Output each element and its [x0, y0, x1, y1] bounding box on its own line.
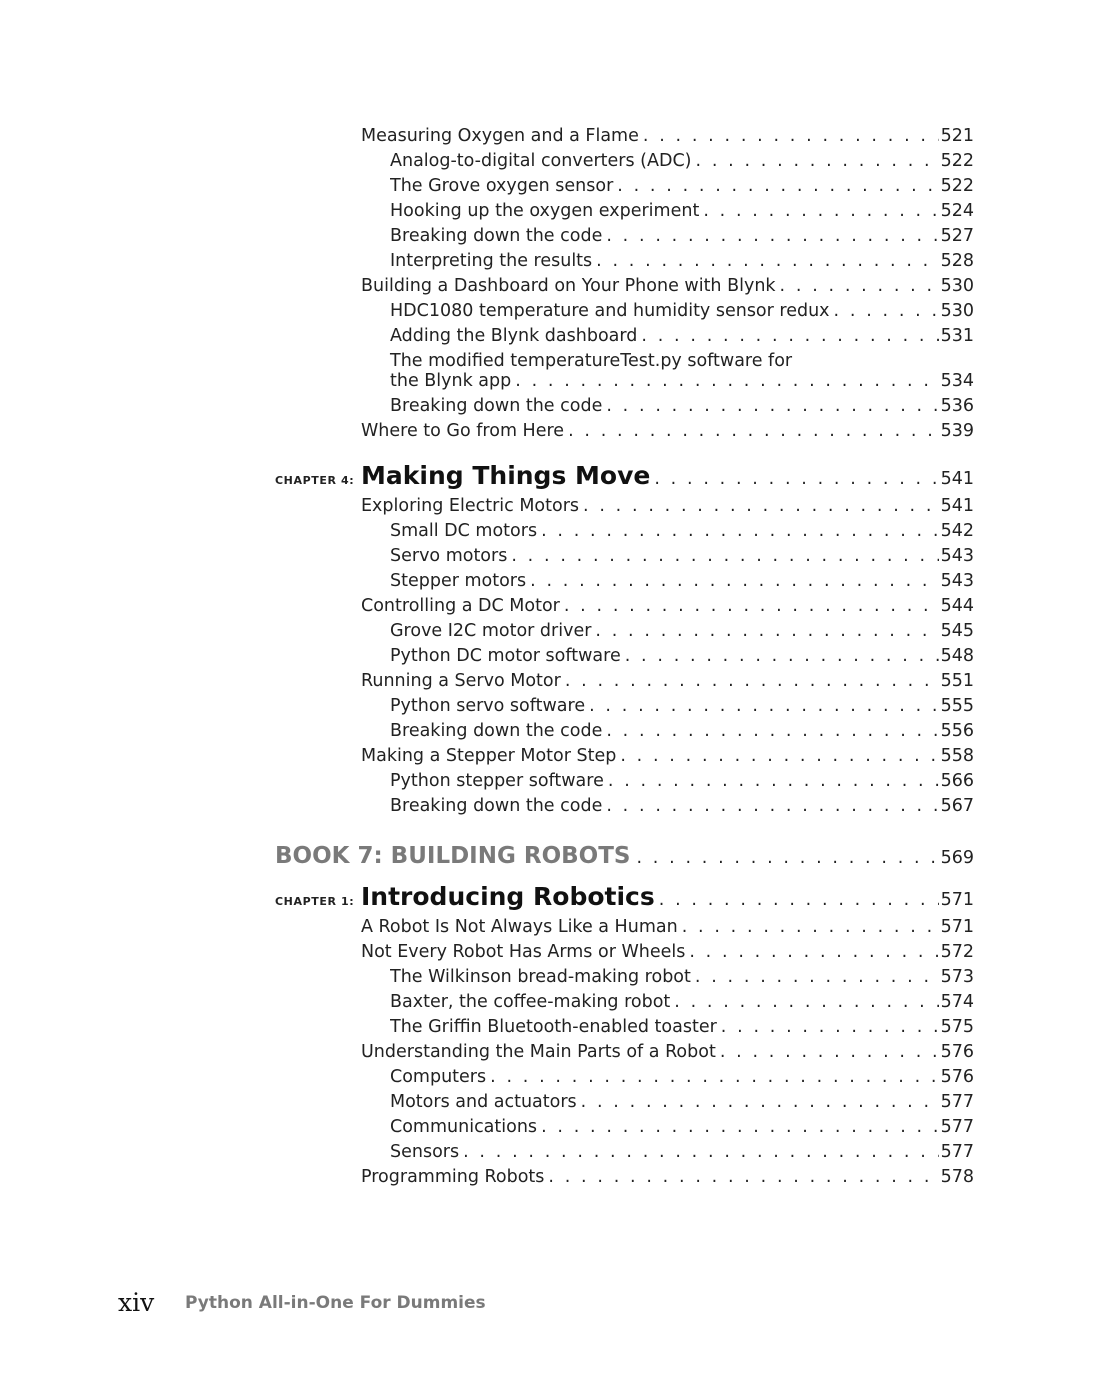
toc-entry-title: The Wilkinson bread-making robot	[390, 967, 691, 987]
toc-entry-page: 566	[940, 771, 974, 791]
toc-entry-title: Adding the Blynk dashboard	[390, 326, 638, 346]
toc-entry	[361, 669, 974, 694]
chapter-page: 541	[940, 469, 974, 489]
toc-entry	[390, 1090, 974, 1115]
toc-entry	[390, 769, 974, 794]
toc-entry	[361, 744, 974, 769]
dot-leader	[696, 149, 939, 174]
toc-entry	[361, 274, 974, 299]
toc-entry-page: 577	[940, 1092, 974, 1112]
toc-entry-title: Analog-to-digital converters (ADC)	[390, 151, 692, 171]
chapter-label: CHAPTER 1:	[275, 895, 355, 908]
toc-entry-title: Servo motors	[390, 546, 508, 566]
toc-entry-page: 576	[940, 1067, 974, 1087]
toc-entry-page: 527	[940, 226, 974, 246]
toc-entry-title-line2: the Blynk app	[390, 371, 512, 391]
dot-leader	[606, 794, 938, 819]
toc-entry	[390, 394, 974, 419]
toc-entry-page: 578	[940, 1167, 974, 1187]
toc-entry	[390, 224, 974, 249]
toc-entry-title: Exploring Electric Motors	[361, 496, 580, 516]
dot-leader	[636, 842, 938, 874]
toc-entry	[390, 544, 974, 569]
dot-leader	[583, 494, 939, 519]
toc-entry-page: 530	[940, 276, 974, 296]
dot-leader	[617, 174, 938, 199]
toc-entry	[390, 199, 974, 224]
toc-entry-page: 534	[940, 371, 974, 391]
toc-entry-page: 543	[940, 546, 974, 566]
toc-entry-title: Breaking down the code	[390, 226, 603, 246]
toc-entry-title-line1: The modified temperatureTest.py software for	[390, 351, 793, 371]
toc-entry-title: Where to Go from Here	[361, 421, 565, 441]
toc-entry	[390, 794, 974, 819]
toc-entry-title: Breaking down the code	[390, 721, 603, 741]
toc-entry-title: Programming Robots	[361, 1167, 545, 1187]
toc-entry-page: 545	[940, 621, 974, 641]
toc-entry-page: 531	[940, 326, 974, 346]
toc-entry-page: 576	[940, 1042, 974, 1062]
toc-entry-page: 521	[940, 126, 974, 146]
toc-entry	[390, 1115, 974, 1140]
dot-leader	[581, 1090, 939, 1115]
toc-entry	[361, 1165, 974, 1190]
running-footer-title: Python All-in-One For Dummies	[185, 1293, 486, 1313]
dot-leader	[565, 669, 939, 694]
toc-entry-title: Computers	[390, 1067, 487, 1087]
toc-entry-page: 528	[940, 251, 974, 271]
dot-leader	[490, 1065, 938, 1090]
toc-entry-page: 573	[940, 967, 974, 987]
toc-entry-title: The Grove oxygen sensor	[390, 176, 614, 196]
toc-entry-page: 567	[940, 796, 974, 816]
toc-entry	[361, 594, 974, 619]
dot-leader	[568, 419, 939, 444]
toc-entry	[390, 619, 974, 644]
toc-entry	[361, 915, 974, 940]
toc-entry	[390, 369, 974, 394]
dot-leader	[541, 1115, 939, 1140]
toc-entry	[390, 324, 974, 349]
dot-leader	[606, 719, 938, 744]
toc-entry-page: 544	[940, 596, 974, 616]
toc-entry-title: A Robot Is Not Always Like a Human	[361, 917, 678, 937]
toc-entry-title: Small DC motors	[390, 521, 538, 541]
toc-entry	[390, 174, 974, 199]
chapter-title: Making Things Move	[361, 461, 651, 490]
toc-entry-title: Breaking down the code	[390, 396, 603, 416]
dot-leader	[463, 1140, 938, 1165]
dot-leader	[589, 694, 939, 719]
toc-entry-page: 571	[940, 917, 974, 937]
dot-leader	[834, 299, 939, 324]
toc-entry	[361, 419, 974, 444]
toc-entry	[361, 940, 974, 965]
toc-entry	[390, 719, 974, 744]
toc-entry-page: 551	[940, 671, 974, 691]
toc-entry-page: 539	[940, 421, 974, 441]
toc-entry	[390, 965, 974, 990]
toc-entry-page: 555	[940, 696, 974, 716]
toc-entry	[390, 249, 974, 274]
dot-leader	[596, 249, 938, 274]
dot-leader	[564, 594, 939, 619]
toc-entry-page: 524	[940, 201, 974, 221]
dot-leader	[641, 324, 938, 349]
toc-entry	[361, 494, 974, 519]
chapter-title: Introducing Robotics	[361, 882, 655, 911]
page-number: xiv	[118, 1288, 155, 1317]
dot-leader	[674, 990, 938, 1015]
dot-leader	[720, 1040, 939, 1065]
toc-entry-title: Hooking up the oxygen experiment	[390, 201, 700, 221]
toc-entry-page: 543	[940, 571, 974, 591]
toc-entry	[390, 149, 974, 174]
chapter-heading	[275, 460, 974, 497]
toc-entry	[390, 644, 974, 669]
dot-leader	[606, 224, 938, 249]
toc-entry-title: Grove I2C motor driver	[390, 621, 592, 641]
toc-entry-page: 522	[940, 176, 974, 196]
toc-entry-title: The Griffin Bluetooth-enabled toaster	[390, 1017, 717, 1037]
dot-leader	[548, 1165, 938, 1190]
toc-entry-page: 541	[940, 496, 974, 516]
toc-entry-title: Stepper motors	[390, 571, 527, 591]
toc-entry	[390, 1015, 974, 1040]
toc-entry-title: Controlling a DC Motor	[361, 596, 560, 616]
toc-entry-title: Baxter, the coffee-making robot	[390, 992, 671, 1012]
dot-leader	[530, 569, 938, 594]
dot-leader	[780, 274, 939, 299]
toc-entry	[390, 519, 974, 544]
toc-entry-title: Running a Servo Motor	[361, 671, 561, 691]
dot-leader	[659, 884, 939, 916]
book-heading	[275, 840, 974, 874]
toc-entry-page: 548	[940, 646, 974, 666]
toc-entry-title: Python stepper software	[390, 771, 604, 791]
toc-entry	[390, 1140, 974, 1165]
toc-entry-title: Not Every Robot Has Arms or Wheels	[361, 942, 686, 962]
toc-entry-page: 542	[940, 521, 974, 541]
toc-entry-page: 574	[940, 992, 974, 1012]
toc-entry	[361, 124, 974, 149]
dot-leader	[511, 544, 938, 569]
dot-leader	[541, 519, 939, 544]
dot-leader	[606, 394, 938, 419]
dot-leader	[595, 619, 938, 644]
toc-entry-title: Breaking down the code	[390, 796, 603, 816]
dot-leader	[515, 369, 938, 394]
toc-entry	[390, 694, 974, 719]
toc-entry-page: 556	[940, 721, 974, 741]
toc-entry-title: Building a Dashboard on Your Phone with Blynk	[361, 276, 776, 296]
toc-entry-page: 522	[940, 151, 974, 171]
chapter-page: 571	[940, 890, 974, 910]
toc-entry	[390, 1065, 974, 1090]
toc-entry-title: Sensors	[390, 1142, 460, 1162]
chapter-heading	[275, 881, 974, 918]
toc-entry-page: 536	[940, 396, 974, 416]
toc-entry-title: HDC1080 temperature and humidity sensor redux	[390, 301, 830, 321]
dot-leader	[703, 199, 938, 224]
toc-entry-page: 575	[940, 1017, 974, 1037]
toc-entry-page: 530	[940, 301, 974, 321]
toc-entry	[390, 299, 974, 324]
toc-entry	[361, 1040, 974, 1065]
toc-entry-title: Communications	[390, 1117, 538, 1137]
toc-entry-title: Understanding the Main Parts of a Robot	[361, 1042, 716, 1062]
dot-leader	[695, 965, 939, 990]
dot-leader	[625, 644, 939, 669]
dot-leader	[654, 463, 938, 495]
toc-entry-title: Motors and actuators	[390, 1092, 577, 1112]
toc-entry	[390, 569, 974, 594]
dot-leader	[721, 1015, 939, 1040]
toc-entry-page: 558	[940, 746, 974, 766]
dot-leader	[620, 744, 938, 769]
toc-entry-page: 577	[940, 1142, 974, 1162]
toc-entry-page: 572	[940, 942, 974, 962]
toc-entry-title: Interpreting the results	[390, 251, 593, 271]
dot-leader	[689, 940, 938, 965]
toc-entry-title: Python DC motor software	[390, 646, 621, 666]
book-page: 569	[940, 848, 974, 868]
toc-entry	[390, 990, 974, 1015]
toc-entry-title: Python servo software	[390, 696, 586, 716]
book-title: BOOK 7: BUILDING ROBOTS	[275, 843, 631, 869]
dot-leader	[682, 915, 939, 940]
dot-leader	[608, 769, 939, 794]
toc-entry-title: Making a Stepper Motor Step	[361, 746, 617, 766]
chapter-label: CHAPTER 4:	[275, 474, 355, 487]
toc-entry-page: 577	[940, 1117, 974, 1137]
toc-entry-title: Measuring Oxygen and a Flame	[361, 126, 639, 146]
dot-leader	[643, 124, 939, 149]
